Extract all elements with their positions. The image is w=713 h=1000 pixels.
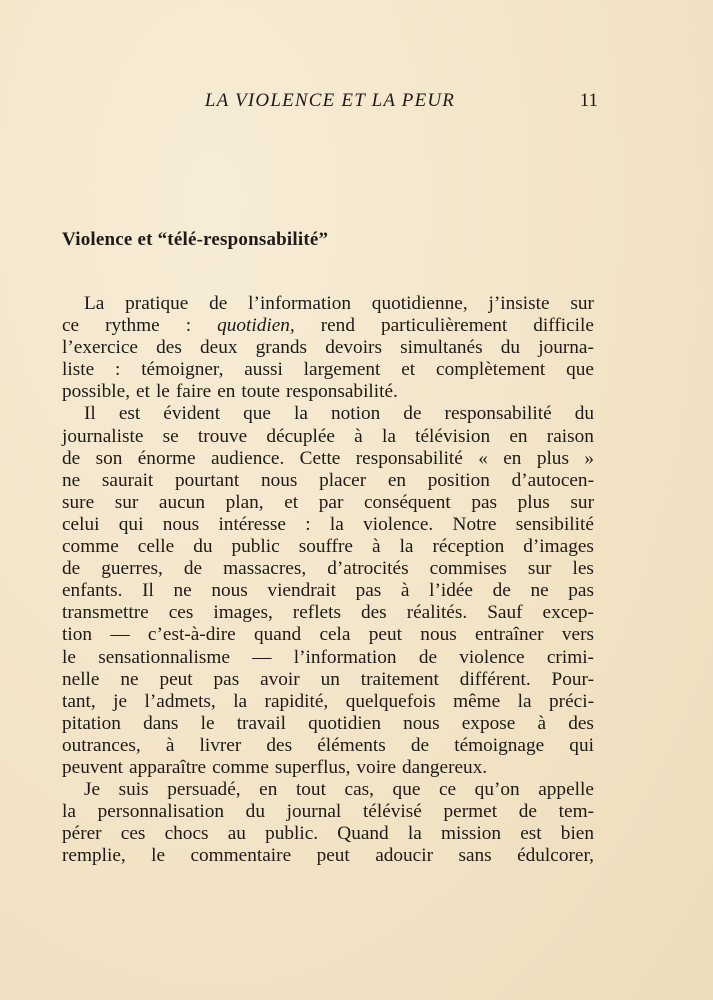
word: journaliste [62, 425, 144, 447]
word: ne [120, 668, 139, 690]
text-line [62, 337, 594, 359]
word: responsabilité. [285, 381, 398, 403]
word: et [401, 359, 416, 381]
word: ne [62, 469, 81, 491]
word: massacres, [223, 558, 307, 580]
word: de [410, 734, 430, 756]
word: avoir [260, 668, 300, 690]
word: commises [429, 558, 507, 580]
word: Quand [337, 823, 389, 845]
word: devoirs [325, 337, 382, 359]
word: de [183, 558, 203, 580]
word: Notre [452, 513, 497, 535]
word: voire [356, 756, 397, 778]
word: le [62, 646, 76, 668]
word: quotidien [308, 712, 381, 734]
word: responsabilité [355, 447, 463, 469]
word: difficile [533, 315, 594, 337]
page-number: 11 [579, 90, 598, 111]
word: plan, [225, 491, 264, 513]
word: reflets [292, 602, 341, 624]
word: pratique [125, 293, 189, 314]
word: qu’on [474, 779, 520, 801]
word: la [329, 513, 344, 535]
word: est [520, 823, 542, 845]
word: de [62, 558, 81, 580]
word: du [245, 801, 265, 823]
word: cas, [344, 779, 374, 801]
word: simultanés [400, 337, 483, 359]
word: placer [319, 469, 367, 491]
word: des [156, 337, 182, 359]
word: à [165, 734, 175, 756]
word: Pour- [551, 668, 594, 690]
word: du [193, 536, 213, 558]
word: audience. [210, 447, 285, 469]
word: chocs [164, 823, 209, 845]
text-line [62, 403, 594, 425]
word: comme [212, 756, 269, 778]
word: notion [330, 403, 381, 425]
word: tout [295, 779, 326, 801]
word: à [371, 536, 381, 558]
word: nelle [62, 668, 100, 690]
word: de [492, 580, 511, 602]
word: quotidien, [217, 315, 295, 337]
word: qui [118, 513, 144, 535]
word: la [294, 403, 308, 425]
text-line [62, 669, 594, 691]
word: toute [241, 381, 280, 403]
word: des [568, 712, 594, 734]
word: liste [62, 359, 95, 381]
word: permet [443, 801, 498, 823]
word: Il [142, 580, 154, 602]
word: ne [173, 580, 192, 602]
word: le [155, 381, 170, 403]
word: ces [168, 602, 194, 624]
text-line [62, 735, 594, 757]
word: télévisé [362, 801, 422, 823]
word: sur [570, 293, 594, 314]
word: expose [461, 712, 516, 734]
word: traitement [360, 668, 439, 690]
word: intéresse [218, 513, 286, 535]
word: livrer [199, 734, 242, 756]
word: je [113, 690, 128, 712]
text-line [62, 779, 594, 801]
word: l’exercice [62, 337, 138, 359]
word: la [407, 823, 422, 845]
word: souffre [298, 536, 353, 558]
text-line [62, 713, 594, 735]
word: quelquefois [345, 690, 436, 712]
word: peut [316, 845, 350, 867]
word: j’insiste [488, 293, 550, 314]
word: rapidité, [264, 690, 329, 712]
text-line [62, 470, 594, 492]
word: cela [319, 624, 351, 646]
word: les [572, 558, 594, 580]
word: comme [62, 536, 119, 558]
word: peut [159, 668, 193, 690]
word: : [185, 315, 192, 337]
word: celui [62, 513, 100, 535]
section-heading: Violence et “télé-responsabilité” [62, 229, 329, 250]
word: l’admets, [144, 690, 216, 712]
word: de [418, 646, 438, 668]
text-line [62, 426, 594, 448]
word: dangereux. [402, 756, 488, 778]
word: que [243, 403, 271, 425]
word: éléments [317, 734, 386, 756]
word: sensationnalisme [98, 646, 230, 668]
word: rend [320, 315, 355, 337]
word: ces [120, 823, 146, 845]
word: grands [255, 337, 308, 359]
word: la [517, 690, 532, 712]
word: sur [527, 558, 552, 580]
word: la [399, 536, 414, 558]
word: qui [569, 734, 594, 756]
word: aucun [158, 491, 205, 513]
word: transmettre [62, 602, 149, 624]
word: excep- [542, 602, 594, 624]
word: d’autocen- [511, 469, 594, 491]
word: l’idée [429, 580, 473, 602]
text-line [62, 359, 594, 381]
word: pitation [62, 712, 121, 734]
word: Je [84, 779, 101, 801]
word: guerres, [101, 558, 163, 580]
word: journal [286, 801, 342, 823]
word: nous [260, 469, 298, 491]
word: sur [570, 491, 594, 513]
word: pas [568, 580, 594, 602]
word: violence. [363, 513, 434, 535]
word: apparaître [129, 756, 207, 778]
word: plus [517, 491, 550, 513]
word: images, [213, 602, 273, 624]
word: pourtant [174, 469, 240, 491]
word: : [305, 513, 311, 535]
word: outrances, [62, 734, 141, 756]
word: peuvent [62, 756, 124, 778]
word: un [320, 668, 340, 690]
word: saurait [101, 469, 154, 491]
word: différent. [459, 668, 531, 690]
text-line [62, 448, 594, 470]
word: Cette [299, 447, 341, 469]
word: à [354, 425, 363, 447]
word: public. [265, 823, 319, 845]
word: complètement [436, 359, 546, 381]
text-line [62, 315, 594, 337]
word: tion [62, 624, 92, 646]
word: son [95, 447, 123, 469]
word: celle [137, 536, 175, 558]
word: nous [403, 712, 440, 734]
word: au [227, 823, 246, 845]
word: énorme [137, 447, 196, 469]
word: ce [62, 315, 80, 337]
running-head [62, 90, 598, 114]
word: tem- [558, 801, 594, 823]
word: témoignage [454, 734, 545, 756]
word: du [574, 403, 594, 425]
word: mission [441, 823, 501, 845]
paragraph [62, 293, 594, 403]
word: trouve [197, 425, 248, 447]
word: préci- [549, 690, 594, 712]
word: — [252, 646, 272, 668]
word: sure [62, 491, 95, 513]
text-line [62, 558, 594, 580]
word: en [509, 425, 528, 447]
word: viendrait [267, 580, 336, 602]
paragraph [62, 403, 594, 779]
word: du [500, 337, 521, 359]
word: Il [84, 403, 96, 425]
word: réalités. [406, 602, 468, 624]
text-line [62, 647, 594, 669]
text-line [62, 536, 594, 558]
word: quand [254, 624, 302, 646]
text-line [62, 580, 594, 602]
word: à [537, 712, 547, 734]
word: vers [561, 624, 594, 646]
word: sans [458, 845, 492, 867]
word: la [381, 425, 396, 447]
word: ne [530, 580, 549, 602]
word: d’atrocités [327, 558, 409, 580]
word: en [503, 447, 522, 469]
text-line [62, 381, 594, 403]
word: en [259, 779, 278, 801]
word: de [209, 293, 228, 314]
word: rythme [105, 315, 160, 337]
word: c’est-à-dire [147, 624, 236, 646]
word: quotidienne, [371, 293, 468, 314]
word: « [478, 447, 488, 469]
word: suis [118, 779, 149, 801]
word: nous [420, 624, 457, 646]
word: faire [175, 381, 212, 403]
word: aussi [244, 359, 283, 381]
word: raison [546, 425, 594, 447]
word: que [566, 359, 594, 381]
word: public [231, 536, 280, 558]
word: l’information [293, 646, 397, 668]
text-line [62, 514, 594, 536]
word: remplie, [62, 845, 126, 867]
word: particulièrement [380, 315, 508, 337]
word: édulcorer, [517, 845, 594, 867]
word: bien [560, 823, 594, 845]
word: décuplée [266, 425, 335, 447]
word: la [62, 801, 76, 823]
word: en [217, 381, 236, 403]
word: des [266, 734, 293, 756]
word: le [151, 845, 166, 867]
word: télévision [415, 425, 491, 447]
word: superflus, [274, 756, 351, 778]
word: peut [368, 624, 402, 646]
word: : [114, 359, 121, 381]
word: crimi- [546, 646, 594, 668]
text-line [62, 492, 594, 514]
body-text [62, 293, 594, 867]
word: dans [143, 712, 179, 734]
word: le [200, 712, 215, 734]
word: appelle [538, 779, 594, 801]
word: — [110, 624, 130, 646]
word: Sauf [487, 602, 523, 624]
word: est [118, 403, 141, 425]
word: conséquent [363, 491, 451, 513]
text-line [62, 801, 594, 823]
word: de [403, 403, 422, 425]
word: à [400, 580, 410, 602]
text-line [62, 845, 594, 867]
word: entraîner [475, 624, 544, 646]
word: témoigner, [141, 359, 224, 381]
word: sensibilité [515, 513, 594, 535]
text-line [62, 691, 594, 713]
word: » [584, 447, 594, 469]
word: en [387, 469, 407, 491]
word: d’images [523, 536, 594, 558]
text-line [62, 602, 594, 624]
word: de [518, 801, 537, 823]
word: de [62, 447, 81, 469]
word: largement [303, 359, 381, 381]
word: pérer [62, 823, 102, 845]
word: commentaire [190, 845, 292, 867]
text-line [62, 624, 594, 646]
text-line [62, 293, 594, 315]
word: nous [162, 513, 200, 535]
word: possible, [62, 381, 131, 403]
word: journa- [538, 337, 594, 359]
word: l’information [248, 293, 351, 314]
word: responsabilité [444, 403, 552, 425]
text-line [62, 823, 594, 845]
word: pas [355, 580, 382, 602]
word: pas [471, 491, 498, 513]
word: enfants. [62, 580, 123, 602]
word: même [453, 690, 501, 712]
word: persuadé, [167, 779, 241, 801]
word: la [233, 690, 248, 712]
word: sur [114, 491, 139, 513]
word: et [284, 491, 299, 513]
word: que [392, 779, 421, 801]
word: des [360, 602, 387, 624]
word: plus [536, 447, 569, 469]
text-line [62, 757, 594, 779]
word: par [318, 491, 344, 513]
word: et [136, 381, 150, 403]
word: ce [438, 779, 457, 801]
word: La [84, 293, 105, 314]
running-title: LA VIOLENCE ET LA PEUR [204, 90, 456, 111]
word: violence [459, 646, 525, 668]
word: travail [236, 712, 286, 734]
paragraph [62, 779, 594, 867]
word: nous [211, 580, 248, 602]
word: réception [432, 536, 505, 558]
word: pas [213, 668, 240, 690]
word: se [162, 425, 179, 447]
word: deux [200, 337, 238, 359]
word: tant, [62, 690, 96, 712]
word: position [427, 469, 490, 491]
word: évident [163, 403, 221, 425]
word: personnalisation [97, 801, 224, 823]
word: adoucir [375, 845, 434, 867]
